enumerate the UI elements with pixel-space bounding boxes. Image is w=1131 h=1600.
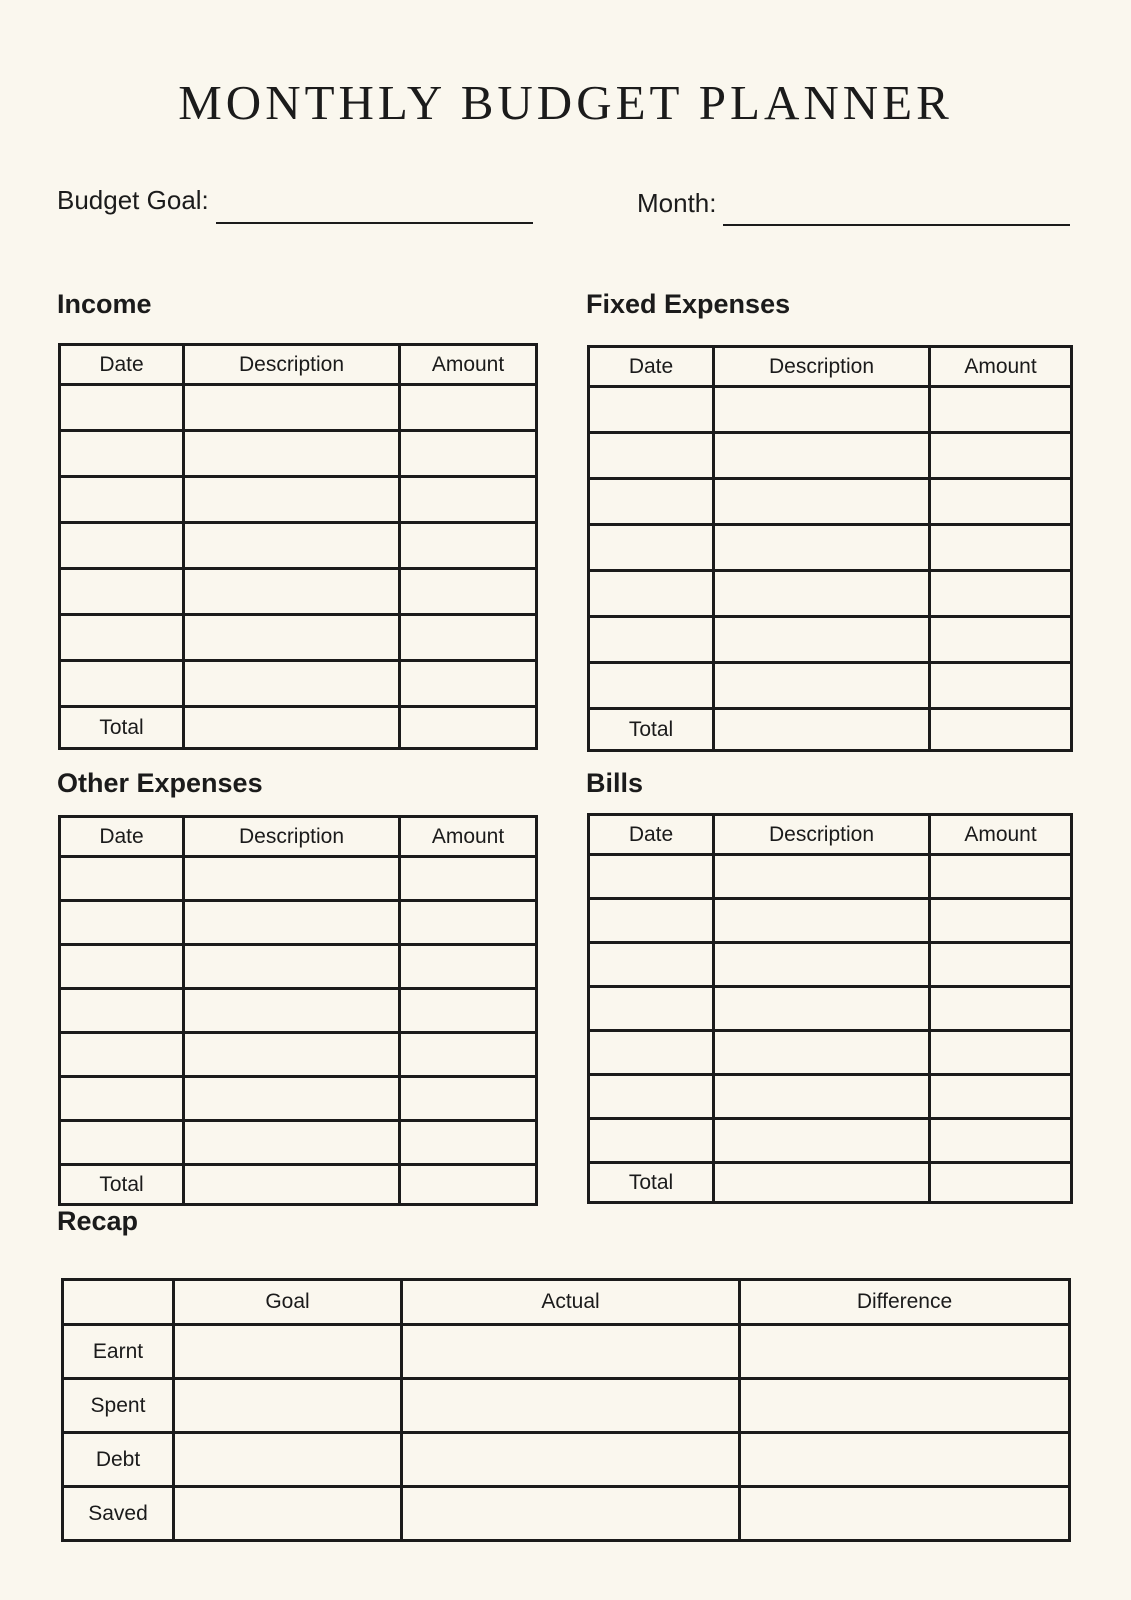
table-row	[589, 663, 1072, 709]
cell-amount[interactable]	[400, 945, 537, 989]
recap-goal-cell[interactable]	[174, 1325, 402, 1379]
recap-row-label: Spent	[63, 1379, 174, 1433]
cell-date[interactable]	[589, 663, 714, 709]
income-section-title: Income	[57, 289, 152, 319]
recap-row-label: Earnt	[63, 1325, 174, 1379]
cell-description[interactable]	[714, 855, 930, 899]
column-header-amount: Amount	[400, 345, 537, 385]
cell-date[interactable]	[60, 569, 184, 615]
total-amount-cell[interactable]	[400, 707, 537, 749]
cell-description[interactable]	[184, 569, 400, 615]
cell-amount[interactable]	[400, 523, 537, 569]
cell-date[interactable]	[589, 387, 714, 433]
table-row	[60, 901, 537, 945]
recap-difference-cell[interactable]	[740, 1325, 1070, 1379]
recap-difference-cell[interactable]	[740, 1433, 1070, 1487]
cell-date[interactable]	[589, 525, 714, 571]
cell-date[interactable]	[60, 615, 184, 661]
total-amount-cell[interactable]	[930, 709, 1072, 751]
cell-amount[interactable]	[400, 477, 537, 523]
column-header-date: Date	[60, 345, 184, 385]
budget-goal-input[interactable]	[216, 222, 533, 224]
table-row	[60, 385, 537, 431]
cell-amount[interactable]	[400, 1077, 537, 1121]
cell-date[interactable]	[60, 989, 184, 1033]
total-row	[589, 709, 1072, 751]
cell-date[interactable]	[589, 617, 714, 663]
total-row	[589, 1163, 1072, 1203]
cell-description[interactable]	[184, 431, 400, 477]
recap-row-spent	[63, 1379, 1070, 1433]
income-table	[58, 343, 538, 750]
total-amount-cell[interactable]	[400, 1165, 537, 1205]
cell-description[interactable]	[714, 479, 930, 525]
cell-description[interactable]	[714, 899, 930, 943]
header-row	[60, 817, 537, 857]
bills-section-title: Bills	[586, 768, 644, 798]
cell-description[interactable]	[184, 661, 400, 707]
cell-description[interactable]	[184, 477, 400, 523]
recap-row-debt	[63, 1433, 1070, 1487]
cell-date[interactable]	[60, 1077, 184, 1121]
cell-date[interactable]	[589, 943, 714, 987]
cell-description[interactable]	[714, 617, 930, 663]
cell-amount[interactable]	[930, 525, 1072, 571]
cell-description[interactable]	[184, 857, 400, 901]
table-row	[589, 855, 1072, 899]
recap-goal-cell[interactable]	[174, 1379, 402, 1433]
column-header-date: Date	[589, 815, 714, 855]
cell-date[interactable]	[60, 1121, 184, 1165]
cell-date[interactable]	[60, 385, 184, 431]
table-row	[589, 987, 1072, 1031]
cell-description[interactable]	[714, 663, 930, 709]
cell-description[interactable]	[714, 571, 930, 617]
table-row	[60, 1077, 537, 1121]
table-row	[589, 433, 1072, 479]
cell-amount[interactable]	[400, 1121, 537, 1165]
recap-section-title: Recap	[57, 1206, 139, 1236]
cell-date[interactable]	[60, 901, 184, 945]
total-description-cell[interactable]	[714, 709, 930, 751]
total-row	[60, 707, 537, 749]
cell-amount[interactable]	[400, 431, 537, 477]
column-header-description: Description	[184, 817, 400, 857]
cell-description[interactable]	[184, 945, 400, 989]
cell-amount[interactable]	[930, 617, 1072, 663]
recap-row-label: Debt	[63, 1433, 174, 1487]
table-row	[589, 617, 1072, 663]
cell-amount[interactable]	[930, 1075, 1072, 1119]
total-description-cell[interactable]	[184, 1165, 400, 1205]
table-row	[589, 525, 1072, 571]
table-row	[589, 479, 1072, 525]
cell-amount[interactable]	[930, 1119, 1072, 1163]
cell-date[interactable]	[60, 945, 184, 989]
total-label: Total	[589, 709, 714, 751]
cell-amount[interactable]	[930, 387, 1072, 433]
table-row	[60, 1033, 537, 1077]
recap-actual-cell[interactable]	[402, 1379, 740, 1433]
column-header-amount: Amount	[930, 347, 1072, 387]
cell-description[interactable]	[714, 525, 930, 571]
cell-date[interactable]	[589, 855, 714, 899]
cell-description[interactable]	[714, 1119, 930, 1163]
cell-date[interactable]	[60, 523, 184, 569]
cell-date[interactable]	[60, 431, 184, 477]
header-row	[589, 347, 1072, 387]
recap-goal-cell[interactable]	[174, 1433, 402, 1487]
budget-goal-label: Budget Goal:	[57, 185, 209, 215]
recap-row-earnt	[63, 1325, 1070, 1379]
cell-date[interactable]	[60, 857, 184, 901]
month-input[interactable]	[723, 224, 1070, 226]
cell-description[interactable]	[714, 387, 930, 433]
table-row	[60, 615, 537, 661]
header-row	[589, 815, 1072, 855]
recap-row-saved	[63, 1487, 1070, 1541]
cell-amount[interactable]	[400, 857, 537, 901]
recap-column-header-actual: Actual	[402, 1280, 740, 1325]
cell-description[interactable]	[714, 1031, 930, 1075]
cell-description[interactable]	[184, 901, 400, 945]
table-row	[60, 945, 537, 989]
table-row	[589, 1075, 1072, 1119]
recap-column-header-goal: Goal	[174, 1280, 402, 1325]
page-title: MONTHLY BUDGET PLANNER	[178, 75, 953, 130]
cell-date[interactable]	[589, 1119, 714, 1163]
cell-description[interactable]	[714, 1075, 930, 1119]
recap-column-header-difference: Difference	[740, 1280, 1070, 1325]
total-description-cell[interactable]	[714, 1163, 930, 1203]
month-label: Month:	[637, 188, 717, 218]
table-row	[60, 523, 537, 569]
cell-date[interactable]	[589, 1031, 714, 1075]
recap-actual-cell[interactable]	[402, 1325, 740, 1379]
recap-row-label: Saved	[63, 1487, 174, 1541]
cell-description[interactable]	[184, 989, 400, 1033]
recap-difference-cell[interactable]	[740, 1487, 1070, 1541]
table-row	[60, 989, 537, 1033]
cell-description[interactable]	[184, 385, 400, 431]
table-row	[589, 943, 1072, 987]
cell-date[interactable]	[589, 1075, 714, 1119]
table-row	[60, 431, 537, 477]
recap-table	[61, 1278, 1071, 1542]
column-header-amount: Amount	[930, 815, 1072, 855]
cell-date[interactable]	[589, 899, 714, 943]
column-header-description: Description	[184, 345, 400, 385]
cell-date[interactable]	[589, 571, 714, 617]
recap-header-row	[63, 1280, 1070, 1325]
cell-date[interactable]	[60, 661, 184, 707]
table-row	[589, 387, 1072, 433]
cell-description[interactable]	[714, 433, 930, 479]
cell-description[interactable]	[714, 943, 930, 987]
table-row	[60, 661, 537, 707]
cell-amount[interactable]	[400, 989, 537, 1033]
total-description-cell[interactable]	[184, 707, 400, 749]
cell-amount[interactable]	[930, 943, 1072, 987]
table-row	[60, 857, 537, 901]
table-row	[60, 569, 537, 615]
cell-amount[interactable]	[930, 571, 1072, 617]
column-header-amount: Amount	[400, 817, 537, 857]
bills-table	[587, 813, 1073, 1204]
total-label: Total	[60, 707, 184, 749]
cell-date[interactable]	[60, 477, 184, 523]
cell-amount[interactable]	[400, 569, 537, 615]
cell-amount[interactable]	[930, 1031, 1072, 1075]
cell-description[interactable]	[184, 1077, 400, 1121]
column-header-date: Date	[589, 347, 714, 387]
table-row	[60, 1121, 537, 1165]
cell-date[interactable]	[589, 433, 714, 479]
cell-date[interactable]	[589, 479, 714, 525]
cell-amount[interactable]	[930, 479, 1072, 525]
cell-amount[interactable]	[930, 899, 1072, 943]
cell-amount[interactable]	[930, 663, 1072, 709]
cell-description[interactable]	[184, 1033, 400, 1077]
table-row	[589, 571, 1072, 617]
recap-actual-cell[interactable]	[402, 1487, 740, 1541]
recap-actual-cell[interactable]	[402, 1433, 740, 1487]
cell-amount[interactable]	[930, 855, 1072, 899]
cell-amount[interactable]	[400, 901, 537, 945]
recap-corner-cell	[63, 1280, 174, 1325]
column-header-description: Description	[714, 815, 930, 855]
cell-description[interactable]	[184, 615, 400, 661]
other-expenses-section-title: Other Expenses	[57, 768, 263, 798]
cell-description[interactable]	[714, 987, 930, 1031]
cell-amount[interactable]	[400, 1033, 537, 1077]
cell-amount[interactable]	[400, 615, 537, 661]
header-row	[60, 345, 537, 385]
other-expenses-table	[58, 815, 538, 1206]
cell-description[interactable]	[184, 523, 400, 569]
total-row	[60, 1165, 537, 1205]
cell-amount[interactable]	[930, 987, 1072, 1031]
total-amount-cell[interactable]	[930, 1163, 1072, 1203]
fixed-expenses-table	[587, 345, 1073, 752]
column-header-date: Date	[60, 817, 184, 857]
cell-amount[interactable]	[400, 385, 537, 431]
table-row	[60, 477, 537, 523]
cell-amount[interactable]	[930, 433, 1072, 479]
table-row	[589, 1031, 1072, 1075]
cell-description[interactable]	[184, 1121, 400, 1165]
cell-date[interactable]	[60, 1033, 184, 1077]
table-row	[589, 899, 1072, 943]
fixed-expenses-section-title: Fixed Expenses	[586, 289, 791, 319]
recap-goal-cell[interactable]	[174, 1487, 402, 1541]
total-label: Total	[589, 1163, 714, 1203]
cell-amount[interactable]	[400, 661, 537, 707]
table-row	[589, 1119, 1072, 1163]
column-header-description: Description	[714, 347, 930, 387]
recap-difference-cell[interactable]	[740, 1379, 1070, 1433]
cell-date[interactable]	[589, 987, 714, 1031]
total-label: Total	[60, 1165, 184, 1205]
